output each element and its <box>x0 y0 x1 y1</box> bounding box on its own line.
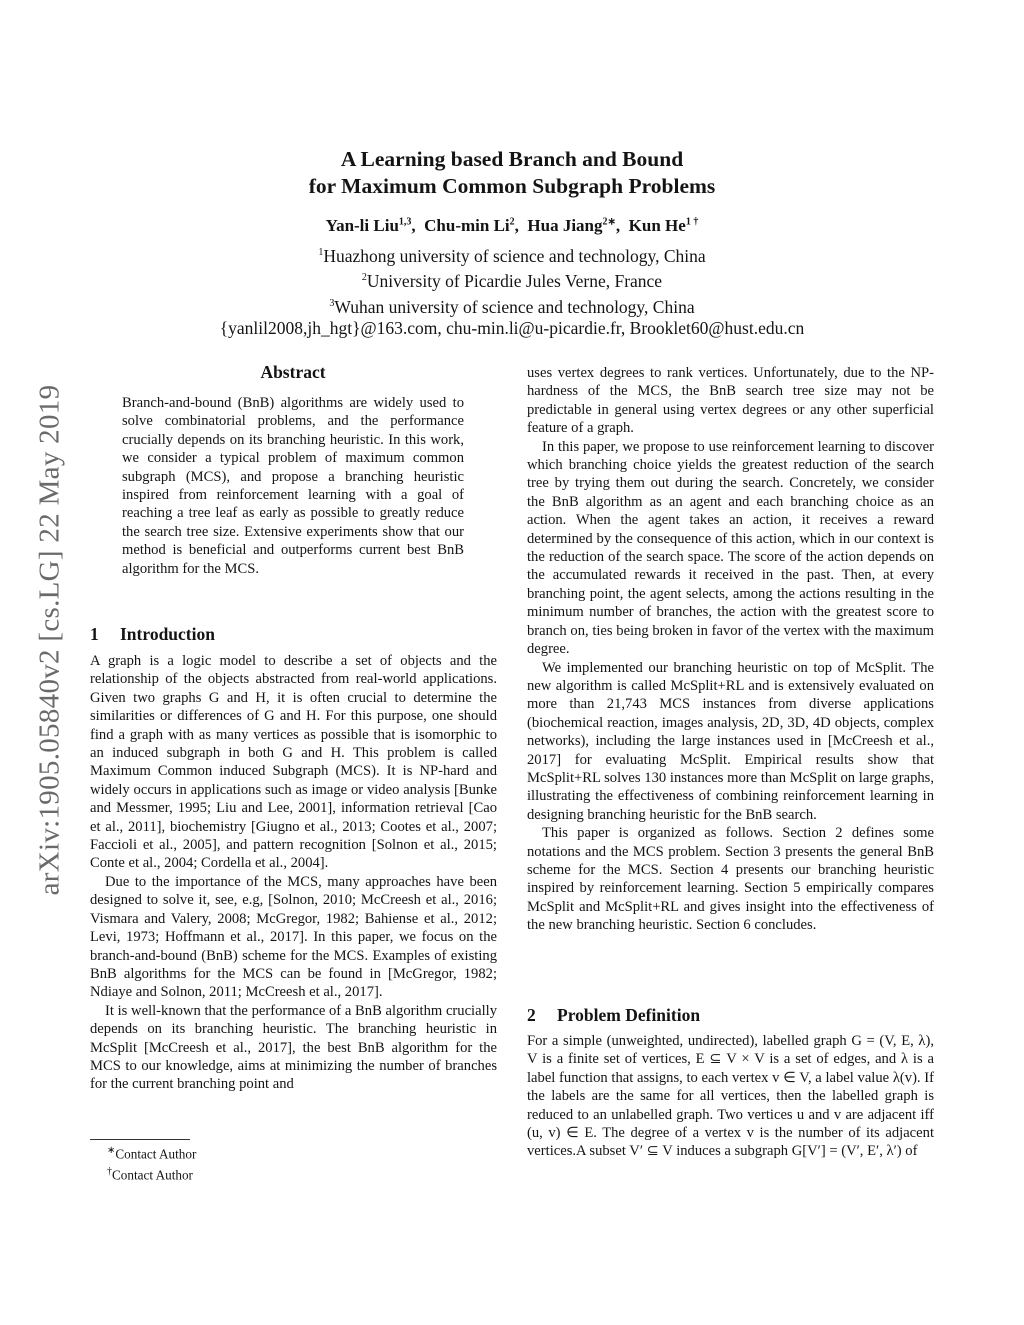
author-affil-mark: 1,3 <box>398 216 412 228</box>
right-column-text <box>527 364 934 935</box>
affiliation-block <box>0 242 1024 339</box>
author-name: Yan-li Liu <box>325 216 399 235</box>
section-number: 1 <box>90 624 99 644</box>
paragraph: A graph is a logic model to describe a set of objects and the relationship of the objects abstracted from real-world applications. Given two graphs G and H, it is often crucial to determine the similarities or differences of G and H. For this purpose, one should find a graph with as many vertices as possible that is isomorphic to an induced subgraph in both G and H. This problem is called Maximum Common induced Subgraph (MCS). It is NP-hard and widely occurs in applications such as image or video analysis [Bunke and Messmer, 1995; Liu and Lee, 2001], information retrieval [Cao et al., 2011], biochemistry [Giugno et al., 2013; Cootes et al., 2007; Faccioli et al., 2005], and pattern recognition [Solnon et al., 2015; Conte et al., 2004; Cordella et al., 2004]. <box>90 653 497 872</box>
section-title: Problem Definition <box>557 1005 701 1025</box>
paragraph: For a simple (unweighted, undirected), labelled graph G = (V, E, λ), V is a finite set of vertices, E ⊆ V × V is a set of edges, and λ is a label function that assigns, to each vertex v ∈ V, a label value λ(v). If the labels are the same for all vertices, then the labelled graph is reduced to an unlabelled graph. Two vertices u and v are adjacent iff (u, v) ∈ E. The degree of a vertex v is the number of its adjacent vertices.A subset V′ ⊆ V induces a subgraph G[V′] = (V′, E′, λ′) of <box>527 1033 934 1160</box>
paper-title <box>0 146 1024 200</box>
abstract-heading: Abstract <box>260 362 326 382</box>
author-name: Kun He <box>628 216 686 235</box>
paragraph: uses vertex degrees to rank vertices. Unfortunately, due to the NP-hardness of the MCS, the BnB search tree size may not be predictable in general using vertex degrees or any other superficial feature of a graph. <box>527 365 934 437</box>
author-list: Yan-li Liu$^{1,3}$, Chu-min Li$^2$, Hua Jiang$^{2∗}$, Kun $He^{1 \dagger}$ <box>325 216 699 235</box>
email-line: {yanlil2008,jh_hgt}@163.com, chu-min.li@u-picardie.fr, Brooklet60@hust.edu.cn <box>219 317 805 338</box>
affiliation-line: $^3$Wuhan university of science and technology, China <box>329 296 695 317</box>
abstract-text: Branch-and-bound (BnB) algorithms are widely used to solve combinatorial problems, and the performance crucially depends on its branching heuristic. In this work, we consider a typical problem of maximum common subgraph (MCS), and propose a branching heuristic inspired from reinforcement learning with a goal of reaching a tree leaf as early as possible to greatly reduce the search tree size. Extensive experiments show that our method is beneficial and outperforms current best BnB algorithm for the MCS. <box>122 395 464 577</box>
author-affil-mark: 1 † <box>685 216 699 228</box>
paragraph: In this paper, we propose to use reinforcement learning to discover which branching choice yields the greatest reduction of the search tree by trying them out during the search. Concretely, we consider the BnB algorithm as an agent and each branching choice as an action. When the agent takes an action, it receives a reward determined by the consequence of this action, which in our context is the reduction of the search space. The score of the action depends on the accumulated rewards it received in the past. Then, at every branching point, the agent selects, among the actions resulting in the minimum number of branches, the action with the greatest score to branch on, ties being broken in favor of the vertex with the maximum degree. <box>527 438 934 658</box>
paragraph: We implemented our branching heuristic on top of McSplit. The new algorithm is called McSplit+RL and is extensively evaluated on more than 21,743 MCS instances from diverse applications (biochemical reaction, images analysis, 2D, 3D, 4D objects, complex networks), including the large instances used in [McCreesh et al., 2017] for evaluating McSplit. Empirical results show that McSplit+RL solves 130 instances more than McSplit on large graphs, illustrating the effectiveness of combining reinforcement learning in designing branching heuristic for the BnB search. <box>527 659 934 823</box>
title-line-2: for Maximum Common Subgraph Problems <box>308 174 716 198</box>
section-title: Introduction <box>120 624 215 644</box>
section-heading-introduction <box>90 624 215 645</box>
arxiv-sidebar-label <box>30 330 70 950</box>
footnote: †Contact Author <box>107 1166 193 1183</box>
arxiv-identifier: arXiv:1905.05840v2 [cs.LG] 22 May 2019 <box>33 384 66 896</box>
author-name: Chu-min Li <box>424 216 510 235</box>
problem-definition-text <box>527 1032 934 1161</box>
left-column-text <box>90 652 497 1094</box>
paragraph: It is well-known that the performance of a BnB algorithm crucially depends on its branching heuristic. The branching heuristic in McSplit [McCreesh et al., 2017], the best BnB algorithm for the MCS to our knowledge, aims at minimizing the number of branches for the current branching point and <box>90 1002 497 1093</box>
abstract-body <box>122 394 464 578</box>
section-heading-problem-definition <box>527 1005 700 1026</box>
title-line-1: A Learning based Branch and Bound <box>340 147 684 171</box>
paragraph: Due to the importance of the MCS, many approaches have been designed to solve it, see, e.g, [Solnon, 2010; McCreesh et al., 2016; Vismara and Valery, 2008; McGregor, 1982; Bahiense et al., 2012; Levi, 1973; Hoffmann et al., 2017]. In this paper, we focus on the branch-and-bound (BnB) scheme for the MCS. Examples of existing BnB algorithms for the MCS can be found in [McGregor, 1982; Ndiaye and Solnon, 2011; McCreesh et al., 2017]. <box>90 873 497 1001</box>
paragraph: This paper is organized as follows. Section 2 defines some notations and the MCS problem. Section 3 presents the general BnB scheme for the MCS. Section 4 presents our branching heuristic inspired by reinforcement learning. Section 5 empirically compares McSplit and McSplit+RL and gives insight into the effectiveness of the new branching heuristic. Section 6 concludes. <box>527 825 934 934</box>
footnote-rule <box>90 1139 190 1140</box>
footnotes <box>107 1142 196 1185</box>
author-name: Hua Jiang <box>527 216 603 235</box>
section-number: 2 <box>527 1005 536 1025</box>
author-affil-mark: 2∗ <box>602 216 616 228</box>
affiliation-line: $^2$University of Picardie Jules Verne, France <box>361 271 663 292</box>
footnote: ∗Contact Author <box>107 1145 197 1162</box>
affiliation-line: $^1$Huazhong university of science and technology, China <box>318 245 706 266</box>
author-affil-mark: 2 <box>509 216 515 228</box>
